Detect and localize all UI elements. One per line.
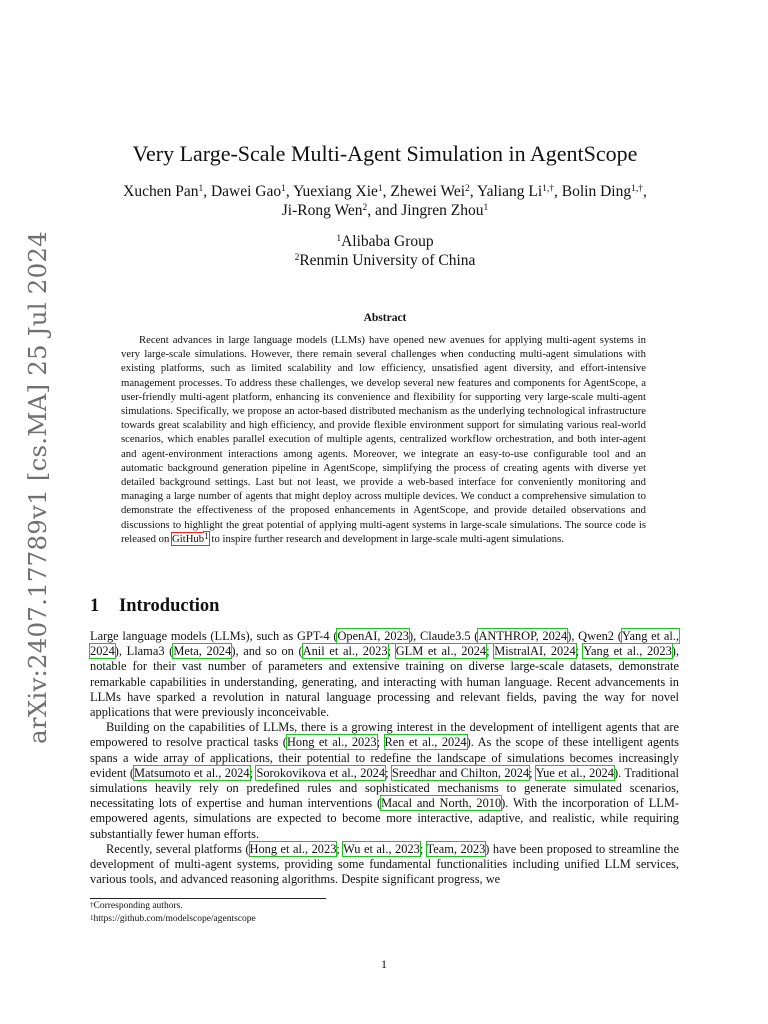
body-text-run: ). As the scope of these intelligent agents spans a wide array of applications, their potential to redefine the landscape of simulations becomes increasingly evident ( bbox=[90, 735, 679, 780]
body-text-run: ; bbox=[376, 735, 385, 750]
arxiv-identifier-text: arXiv:2407.17789v1 [cs.MA] 25 Jul 2024 bbox=[22, 231, 52, 744]
citation-link[interactable]: Yang et al., 2023 bbox=[583, 644, 672, 659]
body-text-run: ; bbox=[486, 644, 495, 659]
author-affiliation-marker: 2 bbox=[362, 203, 368, 213]
author-affiliation-marker: 2 bbox=[465, 184, 470, 194]
footnote-mark: † bbox=[90, 901, 94, 909]
abstract-tail: to inspire further research and development in large-scale multi-agent simulations. bbox=[208, 532, 564, 545]
footnotes bbox=[90, 900, 590, 925]
author-name: Yaliang Li bbox=[476, 183, 543, 200]
footnote-mark: 1 bbox=[90, 913, 94, 922]
author-name: Ji-Rong Wen bbox=[281, 202, 363, 219]
author-name: Yuexiang Xie bbox=[293, 183, 378, 200]
author-separator: , and bbox=[367, 202, 402, 219]
citation-link[interactable]: Team, 2023 bbox=[426, 841, 486, 856]
author-separator: , bbox=[285, 183, 294, 200]
citation-link[interactable]: Ren et al., 2024 bbox=[384, 735, 467, 750]
author-affiliation-marker: 1 bbox=[198, 184, 204, 194]
citation-link[interactable]: ANTHROP, 2024 bbox=[478, 629, 568, 643]
citation-link[interactable]: Hong et al., 2023 bbox=[286, 735, 377, 750]
intro-paragraph-2 bbox=[90, 720, 679, 842]
author-separator: , bbox=[382, 183, 391, 200]
citation-link[interactable]: GLM et al., 2024 bbox=[395, 644, 487, 659]
body-text-run: ) have been proposed to streamline the development of multi-agent systems, providing some fundamental functionalities including unified LLM services, various tools, and advanced reasoning algorithms. Despite significant progress, we bbox=[90, 841, 679, 887]
body-text-run: ), Qwen2 ( bbox=[567, 629, 622, 643]
citation-link[interactable]: Yang et al., 2024 bbox=[90, 629, 679, 659]
author-affiliation-marker: 1,† bbox=[542, 184, 555, 194]
body-text-run: ), Llama3 ( bbox=[114, 644, 174, 659]
citation-link[interactable]: Meta, 2024 bbox=[173, 644, 232, 659]
body-text-run: ), notable for their vast number of parameters and extensive training on diverse large-scale datasets, demonstrate remarkable capabilities in understanding, generating, and interacting with human language. Recent advancements in LLMs have sparked a revolution in natural language processing and relevant fields, paving the way for novel applications that were previously inconceivable. bbox=[90, 644, 679, 720]
affiliation-2-name: Renmin University of China bbox=[299, 252, 476, 269]
footnote-url[interactable]: https://github.com/modelscope/agentscope bbox=[93, 913, 256, 924]
citation-link[interactable]: OpenAI, 2023 bbox=[337, 629, 410, 643]
abstract-body: Recent advances in large language models (LLMs) have opened new avenues for applying multi-agent systems in very large-scale simulations. However, there remain several challenges when conducting multi-agent simulations with existing platforms, such as limited scalability and low efficiency, unsatisfied agent diversity, and effort-intensive management processes. To address these challenges, we develop several new features and components for AgentScope, a user-friendly multi-agent platform, enhancing its convenience and flexibility for supporting very large-scale multi-agent simulations. Specifically, we propose an actor-based distributed mechanism as the underlying technological infrastructure towards great scalability and high efficiency, and provide flexible environment support for simulating various real-world scenarios, which enables parallel execution of multiple agents, centralized workflow orchestration, and both inter-agent and agent-environment interactions among agents. Moreover, we integrate an easy-to-use configurable tool and an automatic background generation pipeline in AgentScope, simplifying the process of creating agents with diverse yet detailed background settings. Last but not least, we provide a web-based interface for conveniently monitoring and managing a large number of agents that might deploy across multiple devices. We conduct a comprehensive simulation to demonstrate the effectiveness of the proposed enhancements in AgentScope, and provide detailed observations and discussions to highlight the great potential of applying multi-agent systems in large-scale simulations. The source code is released on bbox=[121, 334, 646, 545]
body-text-run: Recently, several platforms ( bbox=[106, 841, 250, 856]
body-text-run: ; bbox=[336, 841, 344, 856]
body-text-run: ), and so on ( bbox=[231, 644, 303, 659]
author-affiliation-marker: 1 bbox=[281, 184, 286, 194]
author-name: Xuchen Pan bbox=[123, 183, 199, 200]
author-affiliation-marker: 1 bbox=[483, 203, 489, 213]
github-link-text[interactable]: GitHub bbox=[172, 532, 205, 545]
footnote-corresponding bbox=[90, 900, 590, 913]
affiliation-1-name: Alibaba Group bbox=[341, 233, 434, 250]
footnote-github-url bbox=[90, 913, 590, 926]
section-heading-introduction bbox=[90, 594, 219, 618]
github-footnote-link[interactable] bbox=[172, 533, 209, 545]
author-name: Jingren Zhou bbox=[401, 202, 484, 219]
body-text-run: ; bbox=[249, 765, 257, 780]
affiliation-2 bbox=[90, 251, 680, 270]
section-title: Introduction bbox=[119, 596, 220, 616]
intro-paragraph-3 bbox=[90, 842, 679, 888]
author-separator: , bbox=[554, 183, 562, 200]
abstract-heading: Abstract bbox=[363, 312, 407, 324]
abstract-text bbox=[121, 333, 646, 546]
page-number: 1 bbox=[381, 957, 387, 971]
author-line-1 bbox=[90, 182, 680, 201]
section-number: 1 bbox=[90, 596, 100, 616]
body-text-run: ; bbox=[529, 765, 536, 780]
body-text-run: Large language models (LLMs), such as GPT-4 ( bbox=[90, 629, 338, 643]
introduction-body bbox=[90, 629, 679, 887]
citation-link[interactable]: Yue et al., 2024 bbox=[535, 765, 614, 780]
body-text-run: ), Claude3.5 ( bbox=[409, 629, 479, 643]
citation-link[interactable]: Macal and North, 2010 bbox=[381, 796, 502, 811]
author-list bbox=[90, 182, 680, 220]
paper-title: Very Large-Scale Multi-Agent Simulation in AgentScope bbox=[132, 141, 638, 166]
author-affiliation-marker: 1,† bbox=[631, 184, 643, 194]
citation-link[interactable]: Matsumoto et al., 2024 bbox=[134, 765, 250, 780]
body-text-run: Building on the capabilities of LLMs, there is a growing interest in the development of intelligent agents that are empowered to resolve practical tasks ( bbox=[90, 720, 679, 750]
citation-link[interactable]: Wu et al., 2023 bbox=[343, 841, 420, 856]
citation-link[interactable]: Anil et al., 2023 bbox=[302, 644, 388, 659]
author-name: Bolin Ding bbox=[561, 183, 632, 200]
author-separator: , bbox=[642, 183, 647, 200]
arxiv-identifier-stamp bbox=[22, 231, 52, 744]
affiliation-2-marker: 2 bbox=[294, 253, 300, 263]
body-text-run: ; bbox=[387, 644, 396, 659]
author-affiliation-marker: 1 bbox=[377, 184, 383, 194]
citation-link[interactable]: Sreedhar and Chilton, 2024 bbox=[391, 765, 530, 780]
body-text-run: ). With the incorporation of LLM-empowered agents, simulations are expected to become more interactive, adaptive, and realistic, while requiring substantially fewer human efforts. bbox=[90, 796, 679, 841]
body-text-run: ; bbox=[419, 841, 427, 856]
author-name: Dawei Gao bbox=[210, 183, 282, 200]
body-text-run: ; bbox=[385, 765, 392, 780]
github-footnote-marker[interactable]: 1 bbox=[204, 531, 209, 542]
body-text-run: ). Traditional simulations heavily rely on predefined rules and sophisticated mechanisms to generate simulated scenarios, necessitating lots of expertise and human interventions ( bbox=[90, 765, 679, 811]
footnote-text: Corresponding authors. bbox=[93, 901, 183, 911]
citation-link[interactable]: MistralAI, 2024 bbox=[494, 644, 576, 659]
citation-link[interactable]: Hong et al., 2023 bbox=[249, 841, 337, 856]
author-name: Zhewei Wei bbox=[390, 183, 466, 200]
footnote-divider bbox=[90, 898, 326, 899]
body-text-run: ; bbox=[575, 644, 584, 659]
author-separator: , bbox=[469, 183, 477, 200]
intro-paragraph-1 bbox=[90, 629, 679, 720]
author-line-2 bbox=[90, 201, 680, 220]
affiliation-1-marker: 1 bbox=[336, 234, 342, 244]
affiliation-1 bbox=[90, 232, 680, 251]
citation-link[interactable]: Sorokovikova et al., 2024 bbox=[256, 765, 386, 780]
author-separator: , bbox=[203, 183, 211, 200]
